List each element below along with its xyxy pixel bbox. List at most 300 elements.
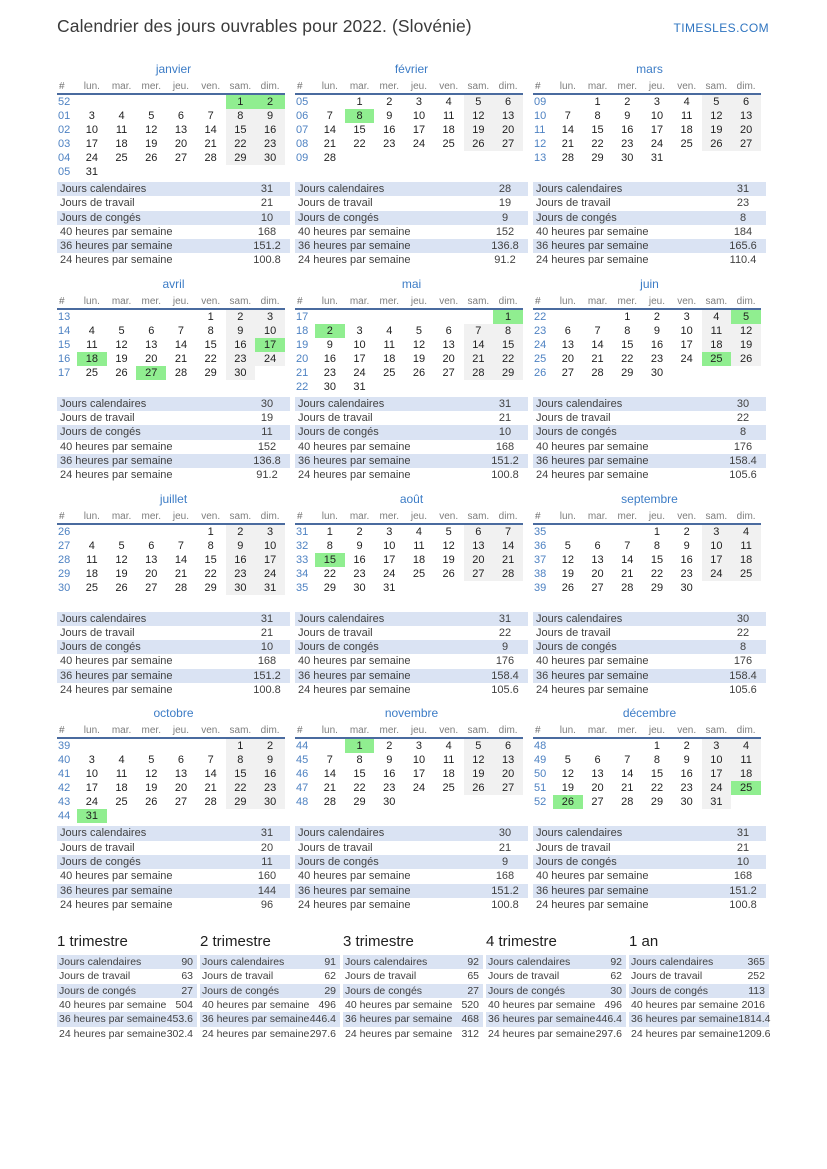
stat-label: Jours calendaires bbox=[536, 827, 623, 840]
stat-value: 302.4 bbox=[166, 1027, 193, 1040]
stat-label: Jours calendaires bbox=[298, 397, 385, 410]
day-header: dim. bbox=[255, 724, 285, 738]
day-header: mar. bbox=[107, 724, 137, 738]
day-cell: 11 bbox=[442, 110, 455, 122]
stat-label: 24 heures par semaine bbox=[488, 1027, 596, 1040]
stat-value: 10 bbox=[498, 426, 512, 439]
stat-row bbox=[295, 626, 528, 640]
calendar-head-row bbox=[295, 724, 523, 738]
day-cell: 19 bbox=[145, 782, 158, 795]
week-row bbox=[533, 781, 761, 795]
day-cell bbox=[166, 524, 196, 539]
day-header: jeu. bbox=[404, 295, 434, 309]
day-cell: 19 bbox=[412, 352, 426, 365]
day-cell: 10 bbox=[255, 539, 285, 553]
day-cell: 28 bbox=[323, 796, 336, 809]
day-cell bbox=[553, 524, 583, 539]
day-cell: 14 bbox=[323, 124, 336, 136]
day-cell: 14 bbox=[174, 338, 188, 351]
stat-value: 92 bbox=[610, 956, 622, 969]
day-cell: 6 bbox=[594, 539, 601, 552]
day-cell bbox=[196, 94, 226, 109]
stat-row bbox=[200, 969, 340, 983]
day-header: sam. bbox=[464, 295, 494, 309]
week-col-header: # bbox=[57, 295, 77, 309]
day-cell: 22 bbox=[226, 781, 256, 795]
stat-row bbox=[57, 397, 290, 411]
day-cell: 21 bbox=[174, 352, 188, 365]
day-cell: 17 bbox=[702, 767, 732, 781]
day-cell: 6 bbox=[493, 738, 523, 753]
day-cell bbox=[136, 809, 166, 823]
day-cell: 14 bbox=[621, 553, 634, 566]
day-cell: 9 bbox=[255, 753, 285, 767]
day-header: dim. bbox=[731, 724, 761, 738]
stat-row bbox=[200, 998, 340, 1012]
stat-label: Jours de travail bbox=[345, 970, 417, 983]
day-cell: 2 bbox=[226, 524, 256, 539]
day-cell: 6 bbox=[177, 754, 185, 767]
site-link[interactable]: TIMESLES.COM bbox=[673, 21, 769, 35]
month-block bbox=[57, 276, 290, 483]
stat-value: 453.6 bbox=[166, 1013, 193, 1026]
summary-stats-table bbox=[629, 955, 769, 1041]
month-title: novembre bbox=[384, 706, 439, 721]
week-number: 02 bbox=[58, 124, 71, 136]
day-cell: 31 bbox=[255, 581, 285, 595]
week-number: 01 bbox=[58, 110, 71, 122]
week-row bbox=[295, 109, 523, 123]
day-cell: 10 bbox=[383, 539, 396, 552]
week-row bbox=[295, 767, 523, 781]
stat-value: 62 bbox=[610, 970, 622, 983]
week-number: 48 bbox=[534, 740, 547, 753]
week-row bbox=[57, 366, 285, 380]
stat-value: 8 bbox=[739, 211, 747, 224]
stat-label: Jours calendaires bbox=[298, 183, 385, 195]
months-grid bbox=[57, 61, 769, 912]
day-header: lun. bbox=[77, 295, 107, 309]
week-number: 17 bbox=[58, 366, 71, 379]
stat-value: 176 bbox=[733, 655, 753, 668]
calendar-table bbox=[57, 724, 285, 823]
stat-label: Jours calendaires bbox=[298, 612, 385, 625]
day-header: sam. bbox=[464, 80, 494, 94]
stat-value: 184 bbox=[733, 225, 753, 238]
stat-row bbox=[57, 984, 197, 998]
day-cell: 3 bbox=[653, 96, 661, 108]
day-header: ven. bbox=[196, 80, 226, 94]
calendar-body bbox=[57, 524, 285, 595]
day-cell: 15 bbox=[650, 768, 664, 781]
stat-row bbox=[57, 969, 197, 983]
day-cell: 14 bbox=[561, 124, 574, 136]
calendar-wrap bbox=[57, 510, 290, 612]
stat-value: 9 bbox=[501, 855, 509, 868]
day-cell: 6 bbox=[564, 324, 571, 337]
calendar-table bbox=[295, 724, 523, 809]
day-cell: 11 bbox=[115, 124, 128, 136]
stat-value: 31 bbox=[260, 827, 274, 840]
stat-label: 36 heures par semaine bbox=[60, 669, 173, 682]
week-col-header: # bbox=[533, 80, 553, 94]
day-cell: 19 bbox=[561, 782, 574, 795]
calendar-body bbox=[295, 524, 523, 595]
stat-value: 2016 bbox=[741, 999, 765, 1012]
week-number: 48 bbox=[296, 796, 309, 809]
day-header: ven. bbox=[434, 510, 464, 524]
day-cell bbox=[404, 380, 434, 394]
day-cell: 17 bbox=[255, 338, 285, 352]
stat-label: 40 heures par semaine bbox=[202, 999, 310, 1012]
day-cell: 14 bbox=[323, 768, 336, 781]
stat-value: 9 bbox=[501, 641, 509, 654]
week-row bbox=[57, 809, 285, 823]
day-cell bbox=[196, 738, 226, 753]
stat-label: 40 heures par semaine bbox=[298, 440, 411, 453]
day-cell: 10 bbox=[255, 324, 285, 338]
day-cell: 29 bbox=[323, 581, 336, 594]
day-cell: 18 bbox=[731, 553, 761, 567]
day-cell: 31 bbox=[353, 380, 366, 393]
day-cell: 6 bbox=[493, 94, 523, 109]
summary-stats-table bbox=[200, 955, 340, 1041]
day-cell bbox=[315, 738, 345, 753]
day-cell: 23 bbox=[383, 782, 396, 795]
day-header: lun. bbox=[553, 724, 583, 738]
day-cell bbox=[255, 366, 285, 380]
stat-row bbox=[343, 998, 483, 1012]
day-cell: 4 bbox=[118, 110, 125, 122]
calendar-table bbox=[57, 80, 285, 179]
calendar-head bbox=[295, 724, 523, 738]
stat-label: Jours de travail bbox=[536, 841, 611, 854]
summary-title: 3 trimestre bbox=[343, 933, 414, 951]
day-cell: 20 bbox=[731, 123, 761, 137]
week-number: 28 bbox=[58, 553, 71, 566]
stat-value: 496 bbox=[318, 999, 336, 1012]
week-number: 04 bbox=[58, 152, 71, 164]
day-cell: 18 bbox=[442, 124, 455, 136]
day-cell: 4 bbox=[731, 524, 761, 539]
month-stats-table bbox=[295, 612, 528, 698]
week-row bbox=[57, 767, 285, 781]
day-cell: 22 bbox=[204, 567, 217, 580]
stat-label: 40 heures par semaine bbox=[298, 655, 411, 668]
day-cell: 2 bbox=[653, 310, 661, 323]
month-stats-table bbox=[533, 826, 766, 912]
week-number: 06 bbox=[296, 110, 309, 122]
day-cell: 1 bbox=[594, 96, 601, 108]
week-row bbox=[533, 366, 761, 380]
day-cell: 2 bbox=[386, 96, 393, 108]
day-header: jeu. bbox=[166, 295, 196, 309]
stat-label: 36 heures par semaine bbox=[536, 454, 649, 467]
day-cell: 28 bbox=[621, 796, 634, 809]
stat-value: 30 bbox=[260, 397, 274, 410]
day-cell: 18 bbox=[442, 768, 455, 781]
day-cell: 9 bbox=[683, 539, 690, 552]
day-cell: 8 bbox=[624, 324, 631, 337]
day-header: sam. bbox=[464, 510, 494, 524]
stat-label: Jours de congés bbox=[298, 211, 379, 224]
day-cell bbox=[404, 309, 434, 324]
day-cell: 9 bbox=[255, 109, 285, 123]
stat-row bbox=[486, 998, 626, 1012]
stat-value: 136.8 bbox=[491, 240, 519, 253]
day-cell: 16 bbox=[383, 124, 396, 136]
stat-value: 468 bbox=[461, 1013, 479, 1026]
stat-value: 20 bbox=[260, 841, 274, 854]
week-row bbox=[57, 165, 285, 179]
day-cell: 18 bbox=[680, 124, 693, 136]
day-cell: 29 bbox=[204, 366, 217, 379]
stat-value: 11 bbox=[261, 855, 273, 868]
month-stats-table bbox=[533, 397, 766, 483]
day-cell: 14 bbox=[591, 338, 604, 351]
day-cell: 24 bbox=[255, 567, 285, 581]
day-cell: 13 bbox=[493, 753, 523, 767]
week-number: 43 bbox=[58, 796, 71, 809]
week-number: 42 bbox=[58, 782, 71, 795]
calendar-table bbox=[533, 295, 761, 380]
day-cell: 24 bbox=[85, 152, 98, 164]
week-number: 44 bbox=[296, 740, 309, 753]
stat-value: 100.8 bbox=[491, 469, 519, 482]
stat-label: 36 heures par semaine bbox=[345, 1013, 453, 1026]
day-cell: 3 bbox=[702, 524, 732, 539]
calendar-table bbox=[57, 510, 285, 595]
stat-row bbox=[533, 654, 766, 668]
day-cell: 9 bbox=[226, 324, 256, 338]
stat-row bbox=[533, 182, 766, 196]
week-row bbox=[533, 324, 761, 338]
stat-value: 21 bbox=[498, 412, 512, 425]
day-cell: 28 bbox=[561, 152, 574, 164]
stat-value: 168 bbox=[257, 655, 277, 668]
day-cell bbox=[166, 738, 196, 753]
day-cell bbox=[434, 380, 464, 394]
day-cell bbox=[107, 165, 137, 179]
day-header: mar. bbox=[583, 510, 613, 524]
stat-row bbox=[295, 884, 528, 898]
day-header: sam. bbox=[702, 295, 732, 309]
day-cell: 11 bbox=[731, 753, 761, 767]
stat-row bbox=[533, 425, 766, 439]
day-cell: 9 bbox=[683, 754, 690, 767]
day-cell: 27 bbox=[174, 152, 188, 164]
week-row bbox=[57, 151, 285, 165]
day-cell: 27 bbox=[493, 781, 523, 795]
day-cell: 12 bbox=[442, 539, 455, 552]
week-number: 13 bbox=[58, 310, 71, 323]
day-cell: 15 bbox=[226, 123, 256, 137]
week-number: 14 bbox=[58, 324, 71, 337]
stat-label: 24 heures par semaine bbox=[202, 1027, 310, 1040]
day-cell: 1 bbox=[226, 94, 256, 109]
month-stats-table bbox=[533, 612, 766, 698]
stat-value: 165.6 bbox=[729, 240, 757, 253]
week-row bbox=[57, 539, 285, 553]
summary-title: 1 an bbox=[629, 933, 659, 951]
day-cell: 19 bbox=[145, 138, 158, 150]
day-header: ven. bbox=[196, 295, 226, 309]
stat-value: 30 bbox=[610, 984, 622, 997]
stat-row bbox=[533, 898, 766, 912]
day-cell bbox=[612, 738, 642, 753]
day-cell: 11 bbox=[115, 768, 128, 781]
week-row bbox=[295, 366, 523, 380]
stat-label: Jours calendaires bbox=[202, 956, 285, 969]
day-cell bbox=[493, 151, 523, 165]
day-cell: 20 bbox=[174, 782, 188, 795]
day-header: mer. bbox=[612, 724, 642, 738]
day-cell bbox=[255, 809, 285, 823]
stat-value: 176 bbox=[495, 655, 515, 668]
day-header: jeu. bbox=[166, 510, 196, 524]
day-cell: 16 bbox=[226, 553, 256, 567]
stat-label: Jours de congés bbox=[202, 984, 280, 997]
stat-row bbox=[533, 253, 766, 267]
day-cell: 24 bbox=[85, 796, 98, 809]
day-cell bbox=[374, 380, 404, 394]
day-cell: 23 bbox=[226, 567, 256, 581]
stat-row bbox=[295, 898, 528, 912]
stat-label: Jours de congés bbox=[488, 984, 566, 997]
calendar-table bbox=[533, 510, 761, 595]
day-cell: 30 bbox=[680, 796, 693, 809]
day-cell: 15 bbox=[353, 124, 366, 136]
stat-value: 105.6 bbox=[491, 684, 519, 697]
day-cell: 7 bbox=[624, 539, 631, 552]
week-row bbox=[533, 753, 761, 767]
stat-label: Jours de congés bbox=[631, 984, 709, 997]
stat-value: 297.6 bbox=[595, 1027, 622, 1040]
stat-row bbox=[295, 683, 528, 697]
day-cell: 17 bbox=[412, 124, 426, 136]
day-cell: 4 bbox=[415, 525, 423, 538]
day-cell: 20 bbox=[561, 352, 574, 365]
month-title: février bbox=[394, 62, 429, 76]
day-cell: 24 bbox=[412, 782, 426, 795]
day-cell: 22 bbox=[650, 567, 664, 580]
day-cell: 22 bbox=[621, 352, 634, 365]
stat-row bbox=[57, 253, 290, 267]
stat-row bbox=[295, 440, 528, 454]
day-header: jeu. bbox=[166, 80, 196, 94]
day-cell: 11 bbox=[702, 324, 732, 338]
stat-row bbox=[533, 211, 766, 225]
stat-row bbox=[295, 640, 528, 654]
stat-value: 22 bbox=[498, 626, 512, 639]
calendar-table bbox=[533, 80, 761, 165]
day-cell: 19 bbox=[115, 352, 128, 365]
day-cell: 16 bbox=[255, 767, 285, 781]
day-cell bbox=[196, 165, 226, 179]
month-block bbox=[533, 491, 766, 698]
day-cell bbox=[136, 738, 166, 753]
stat-row bbox=[57, 239, 290, 253]
day-header: mer. bbox=[374, 80, 404, 94]
stat-value: 252 bbox=[747, 970, 765, 983]
calendar-head bbox=[295, 510, 523, 524]
week-number: 39 bbox=[534, 581, 547, 594]
week-number: 39 bbox=[58, 740, 71, 753]
day-cell: 17 bbox=[353, 352, 366, 365]
day-cell: 19 bbox=[464, 123, 494, 137]
day-cell: 7 bbox=[594, 324, 601, 337]
day-cell: 19 bbox=[561, 567, 574, 580]
week-row bbox=[295, 738, 523, 753]
month-block bbox=[295, 61, 528, 268]
day-cell: 22 bbox=[591, 138, 604, 150]
stat-value: 520 bbox=[461, 999, 479, 1012]
day-cell: 1 bbox=[226, 738, 256, 753]
week-row bbox=[295, 324, 523, 338]
stat-label: 36 heures par semaine bbox=[60, 454, 173, 467]
stat-value: 65 bbox=[467, 970, 479, 983]
week-number: 26 bbox=[58, 525, 71, 538]
stat-label: 40 heures par semaine bbox=[60, 870, 173, 883]
week-number: 12 bbox=[534, 138, 547, 150]
calendar-wrap bbox=[295, 80, 528, 182]
day-cell: 26 bbox=[115, 366, 128, 379]
stat-value: 105.6 bbox=[729, 469, 757, 482]
stat-row bbox=[295, 869, 528, 883]
calendar-head-row bbox=[533, 295, 761, 309]
day-cell: 8 bbox=[653, 754, 661, 767]
stat-label: 36 heures par semaine bbox=[536, 884, 649, 897]
summary-row bbox=[57, 932, 769, 1041]
day-cell: 19 bbox=[115, 567, 128, 580]
day-cell: 17 bbox=[702, 553, 732, 567]
day-cell: 4 bbox=[731, 738, 761, 753]
stat-label: Jours de congés bbox=[60, 211, 141, 224]
stat-value: 158.4 bbox=[491, 669, 519, 682]
calendar-wrap bbox=[533, 295, 766, 397]
stat-label: Jours de travail bbox=[631, 970, 703, 983]
stat-value: 152 bbox=[495, 225, 515, 238]
day-cell: 21 bbox=[493, 553, 523, 567]
stat-label: 24 heures par semaine bbox=[298, 254, 411, 267]
day-cell: 25 bbox=[115, 796, 128, 809]
day-cell: 20 bbox=[145, 352, 158, 365]
stat-row bbox=[295, 826, 528, 840]
day-cell bbox=[136, 309, 166, 324]
day-cell: 7 bbox=[207, 110, 214, 122]
day-cell: 14 bbox=[464, 338, 494, 352]
day-cell: 5 bbox=[118, 324, 125, 337]
week-row bbox=[295, 539, 523, 553]
day-cell bbox=[583, 738, 613, 753]
month-block bbox=[57, 491, 290, 698]
day-cell: 13 bbox=[591, 553, 604, 566]
day-cell: 28 bbox=[204, 152, 217, 164]
day-cell: 18 bbox=[702, 338, 732, 352]
day-header: ven. bbox=[672, 724, 702, 738]
stat-value: 63 bbox=[181, 970, 193, 983]
calendar-body bbox=[57, 309, 285, 380]
day-cell: 24 bbox=[650, 138, 664, 150]
stat-value: 21 bbox=[498, 841, 512, 854]
week-row bbox=[57, 123, 285, 137]
week-number: 23 bbox=[534, 324, 547, 337]
day-cell bbox=[493, 795, 523, 809]
stat-value: 27 bbox=[181, 984, 193, 997]
day-cell: 21 bbox=[204, 782, 217, 795]
day-header: mer. bbox=[136, 510, 166, 524]
day-cell: 9 bbox=[386, 754, 393, 767]
